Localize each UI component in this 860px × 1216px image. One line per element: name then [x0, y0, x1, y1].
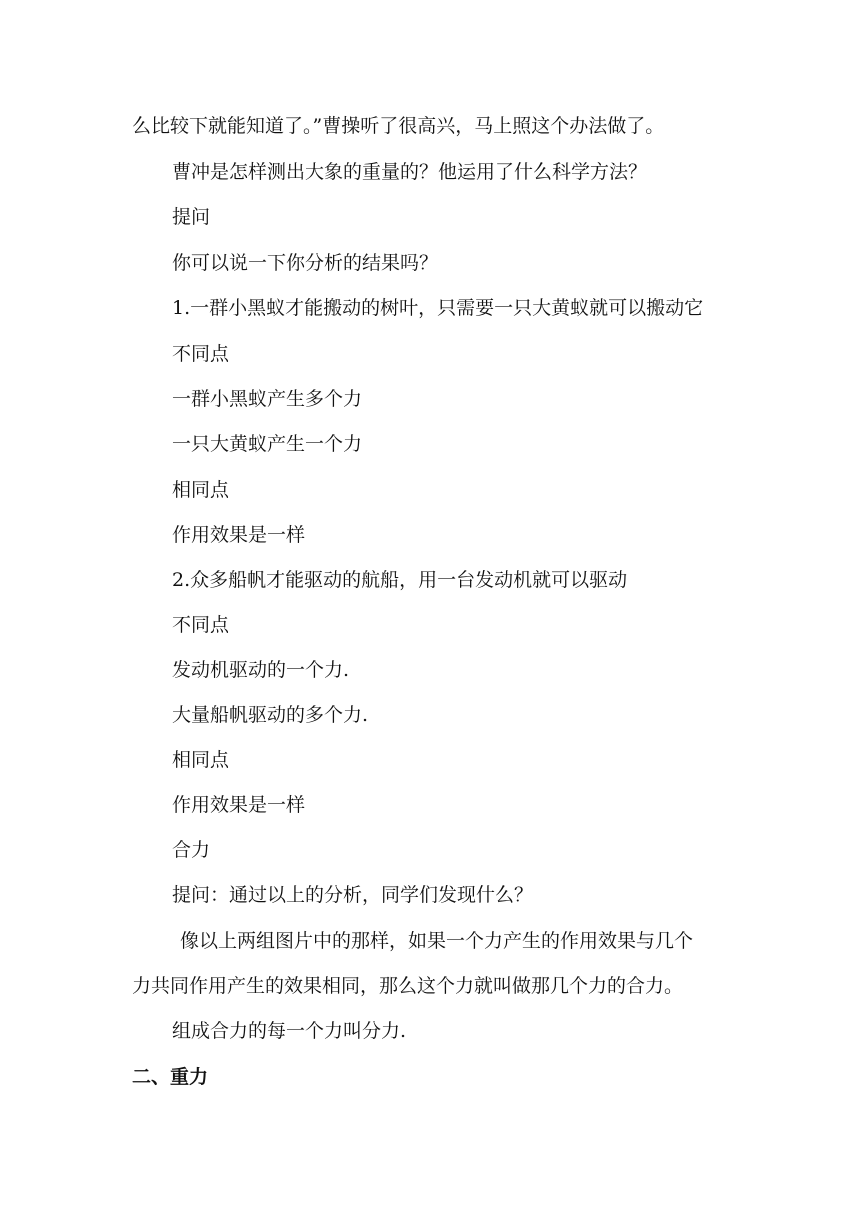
- definition-text: 像以上两组图片中的那样，如果一个力产生的作用效果与几个: [180, 930, 694, 952]
- body-text: 一只大黄蚁产生一个力: [172, 433, 363, 455]
- term-label: 合力: [172, 839, 211, 861]
- list-item: 2.众多船帆才能驱动的航船，用一台发动机就可以驱动: [172, 569, 628, 591]
- body-text: 作用效果是一样: [172, 794, 306, 816]
- question-text: 提问：通过以上的分析，同学们发现什么？: [172, 884, 534, 906]
- paragraph-continuation: 么比较下就能知道了。”曹操听了很高兴，马上照这个办法做了。: [132, 115, 665, 137]
- prompt-label: 提问: [172, 206, 211, 228]
- similarity-label: 相同点: [172, 479, 230, 501]
- definition-text: 组成合力的每一个力叫分力.: [172, 1020, 407, 1042]
- question-text: 你可以说一下你分析的结果吗？: [172, 252, 439, 274]
- difference-label: 不同点: [172, 343, 230, 365]
- definition-text: 力共同作用产生的效果相同，那么这个力就叫做那几个力的合力。: [132, 975, 684, 997]
- body-text: 大量船帆驱动的多个力.: [172, 704, 369, 726]
- section-heading: 二、重力: [132, 1066, 209, 1088]
- body-text: 一群小黑蚁产生多个力: [172, 388, 363, 410]
- body-text: 发动机驱动的一个力.: [172, 659, 350, 681]
- similarity-label: 相同点: [172, 749, 230, 771]
- difference-label: 不同点: [172, 614, 230, 636]
- body-text: 作用效果是一样: [172, 524, 306, 546]
- list-item: 1.一群小黑蚁才能搬动的树叶，只需要一只大黄蚁就可以搬动它: [172, 297, 704, 319]
- question-text: 曹冲是怎样测出大象的重量的？他运用了什么科学方法？: [172, 161, 648, 183]
